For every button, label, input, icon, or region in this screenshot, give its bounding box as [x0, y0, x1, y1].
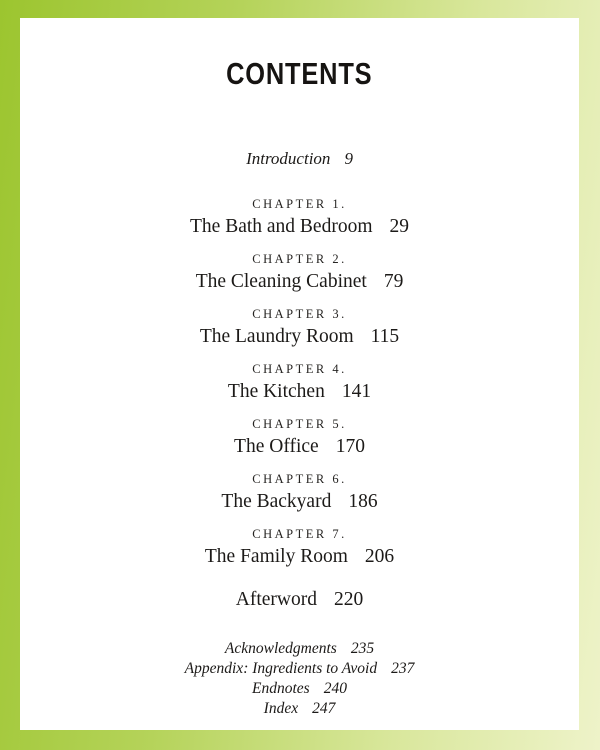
chapter-label: CHAPTER 5. [252, 417, 347, 431]
chapter-list [20, 197, 579, 570]
chapter-title-line [20, 433, 579, 460]
backmatter-label: Index [263, 700, 299, 717]
chapter-title-line [20, 268, 579, 295]
backmatter-entry [20, 639, 579, 659]
page-title-text: CONTENTS [226, 56, 373, 91]
chapter-entry [20, 527, 579, 570]
chapter-title-line [20, 323, 579, 350]
backmatter-list [20, 639, 579, 719]
chapter-title-line [20, 488, 579, 515]
toc-entry-page-number: 9 [344, 149, 353, 168]
backmatter-page-number: 240 [323, 680, 347, 697]
chapter-title: The Backyard [221, 491, 332, 512]
chapter-entry [20, 307, 579, 350]
chapter-title: The Office [234, 436, 319, 457]
chapter-page-number: 141 [341, 381, 372, 402]
chapter-entry [20, 362, 579, 405]
chapter-page-number: 206 [364, 546, 395, 567]
backmatter-page-number: 235 [350, 640, 375, 657]
chapter-title: The Cleaning Cabinet [195, 271, 367, 292]
chapter-title: The Laundry Room [199, 326, 354, 347]
backmatter-label: Endnotes [252, 680, 310, 697]
chapter-title-line [20, 543, 579, 570]
chapter-entry [20, 197, 579, 240]
toc-entry-introduction [20, 149, 579, 169]
toc-entry-label: Introduction [246, 149, 331, 168]
chapter-page-number: 186 [348, 491, 378, 512]
chapter-label: CHAPTER 4. [252, 362, 347, 376]
chapter-label: CHAPTER 2. [252, 252, 347, 266]
chapter-label: CHAPTER 3. [252, 307, 347, 321]
chapter-title: The Bath and Bedroom [190, 216, 373, 237]
page-title [20, 58, 579, 89]
chapter-entry [20, 417, 579, 460]
toc-entry-afterword [20, 586, 579, 613]
chapter-page-number: 29 [389, 216, 409, 237]
chapter-page-number: 115 [370, 326, 400, 347]
chapter-title: The Kitchen [227, 381, 325, 402]
backmatter-entry [20, 659, 579, 679]
toc-entry-label: Afterword [235, 589, 317, 610]
contents-sheet [20, 18, 579, 730]
backmatter-page-number: 247 [312, 700, 336, 717]
backmatter-entry [20, 699, 579, 719]
chapter-entry [20, 472, 579, 515]
chapter-title-line [20, 378, 579, 405]
chapter-entry [20, 252, 579, 295]
toc-entry-page-number: 220 [333, 589, 364, 610]
chapter-label: CHAPTER 1. [252, 197, 347, 211]
chapter-label: CHAPTER 6. [252, 472, 347, 486]
chapter-title: The Family Room [204, 546, 348, 567]
chapter-label: CHAPTER 7. [252, 527, 347, 541]
backmatter-page-number: 237 [391, 660, 415, 677]
chapter-page-number: 170 [335, 436, 365, 457]
backmatter-entry [20, 679, 579, 699]
backmatter-label: Acknowledgments [224, 640, 337, 657]
backmatter-label: Appendix: Ingredients to Avoid [184, 660, 378, 677]
chapter-page-number: 79 [383, 271, 404, 292]
chapter-title-line [20, 213, 579, 240]
